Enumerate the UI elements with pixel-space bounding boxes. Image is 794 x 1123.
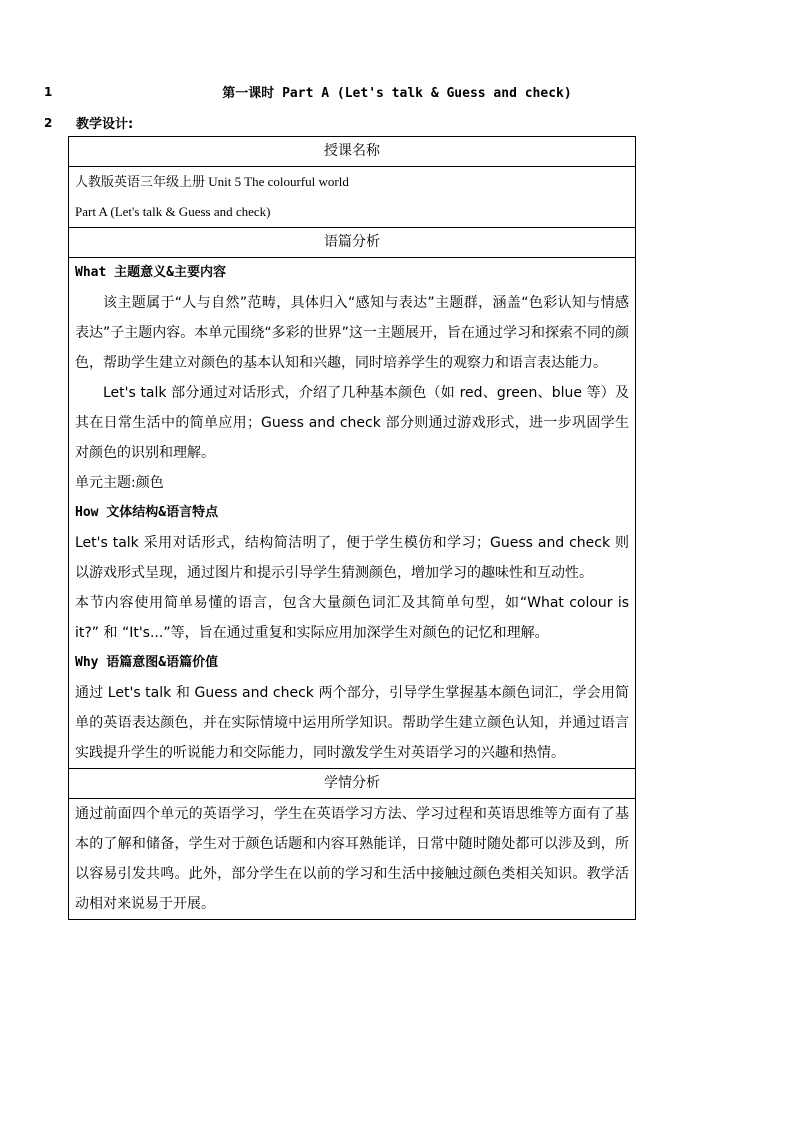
what-paragraph-2: Let's talk 部分通过对话形式，介绍了几种基本颜色（如 red、green、blue 等）及其在日常生活中的简单应用；Guess and check 部分则通过游戏形式，进一步巩固学生对颜色的识别和理解。 — [75, 385, 629, 461]
how-paragraph-1: Let's talk 采用对话形式，结构简洁明了，便于学生模仿和学习；Guess and check 则以游戏形式呈现，通过图片和提示引导学生猜测颜色，增加学习的趣味性和互动性。 — [75, 535, 629, 581]
course-name-line-1: 人教版英语三年级上册 Unit 5 The colourful world — [75, 174, 349, 189]
design-label: 教学设计: — [76, 117, 134, 132]
what-heading: What 主题意义&主要内容 — [75, 265, 226, 280]
course-name-cell — [69, 167, 636, 228]
text-analysis-row — [69, 258, 636, 769]
page-title: 第一课时 Part A (Let's talk & Guess and check) — [222, 86, 572, 101]
course-name-row — [69, 167, 636, 228]
lesson-table — [68, 136, 636, 920]
text-analysis-header: 语篇分析 — [69, 228, 636, 258]
student-analysis-row — [69, 799, 636, 920]
what-paragraph-1: 该主题属于“人与自然”范畴，具体归入“感知与表达”主题群，涵盖“色彩认知与情感表达”子主题内容。本单元围绕“多彩的世界”这一主题展开，旨在通过学习和探索不同的颜色，帮助学生建立对颜色的基本认知和兴趣，同时培养学生的观察力和语言表达能力。 — [75, 295, 629, 371]
why-heading: Why 语篇意图&语篇价值 — [75, 655, 219, 670]
text-analysis-header-row — [69, 228, 636, 258]
student-analysis-header: 学情分析 — [69, 769, 636, 799]
student-analysis-cell — [69, 799, 636, 920]
text-analysis-cell — [69, 258, 636, 769]
student-analysis-header-row — [69, 769, 636, 799]
course-name-header-row — [69, 137, 636, 167]
line-number-1: 1 — [44, 85, 53, 99]
why-paragraph-1: 通过 Let's talk 和 Guess and check 两个部分，引导学生掌握基本颜色词汇，学会用简单的英语表达颜色，并在实际情境中运用所学知识。帮助学生建立颜色认知，并通过语言实践提升学生的听说能力和交际能力，同时激发学生对英语学习的兴趣和热情。 — [75, 685, 629, 761]
unit-theme: 单元主题:颜色 — [75, 475, 164, 491]
how-heading: How 文体结构&语言特点 — [75, 505, 219, 520]
course-name-line-2: Part A (Let's talk & Guess and check) — [75, 204, 271, 219]
course-name-header: 授课名称 — [69, 137, 636, 167]
line-number-2: 2 — [44, 116, 53, 130]
how-paragraph-2: 本节内容使用简单易懂的语言，包含大量颜色词汇及其简单句型，如“What colour is it?” 和 “It's...”等，旨在通过重复和实际应用加深学生对颜色的记忆和理解。 — [75, 595, 629, 641]
student-analysis-paragraph: 通过前面四个单元的英语学习，学生在英语学习方法、学习过程和英语思维等方面有了基本的了解和储备，学生对于颜色话题和内容耳熟能详，日常中随时随处都可以涉及到，所以容易引发共鸣。此外，部分学生在以前的学习和生活中接触过颜色类相关知识。教学活动相对来说易于开展。 — [75, 806, 629, 912]
